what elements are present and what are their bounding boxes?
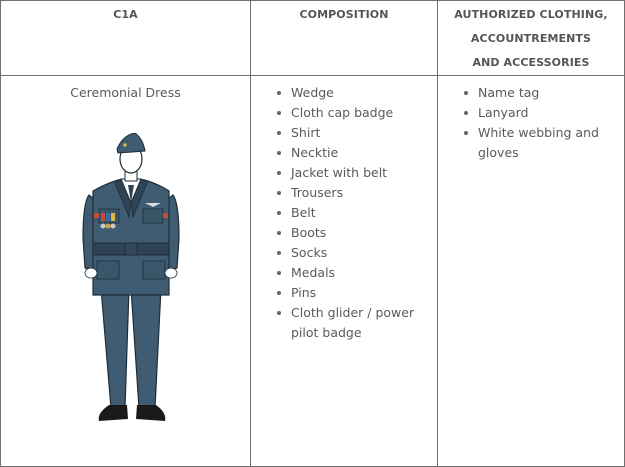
list-item: White webbing and gloves (464, 123, 604, 163)
list-item: Cloth cap badge (277, 103, 437, 123)
list-item: Cloth glider / power pilot badge (277, 303, 437, 343)
list-item: Name tag (464, 83, 604, 103)
header-authorized: AUTHORIZED CLOTHING, ACCOUNTREMENTS AND ACCESSORIES (454, 8, 608, 69)
header-composition: COMPOSITION (299, 8, 389, 21)
composition-list (277, 83, 437, 343)
list-item: Belt (277, 203, 437, 223)
list-item: Boots (277, 223, 437, 243)
list-item: Medals (277, 263, 437, 283)
list-item: Jacket with belt (277, 163, 437, 183)
header-c1a: C1A (113, 8, 138, 21)
header-divider (1, 75, 624, 76)
authorized-list (464, 83, 604, 163)
dress-name: Ceremonial Dress (70, 85, 181, 100)
list-item: Wedge (277, 83, 437, 103)
list-item: Trousers (277, 183, 437, 203)
list-item: Lanyard (464, 103, 604, 123)
list-item: Shirt (277, 123, 437, 143)
ceremonial-dress-figure (71, 133, 191, 433)
list-item: Necktie (277, 143, 437, 163)
list-item: Pins (277, 283, 437, 303)
list-item: Socks (277, 243, 437, 263)
